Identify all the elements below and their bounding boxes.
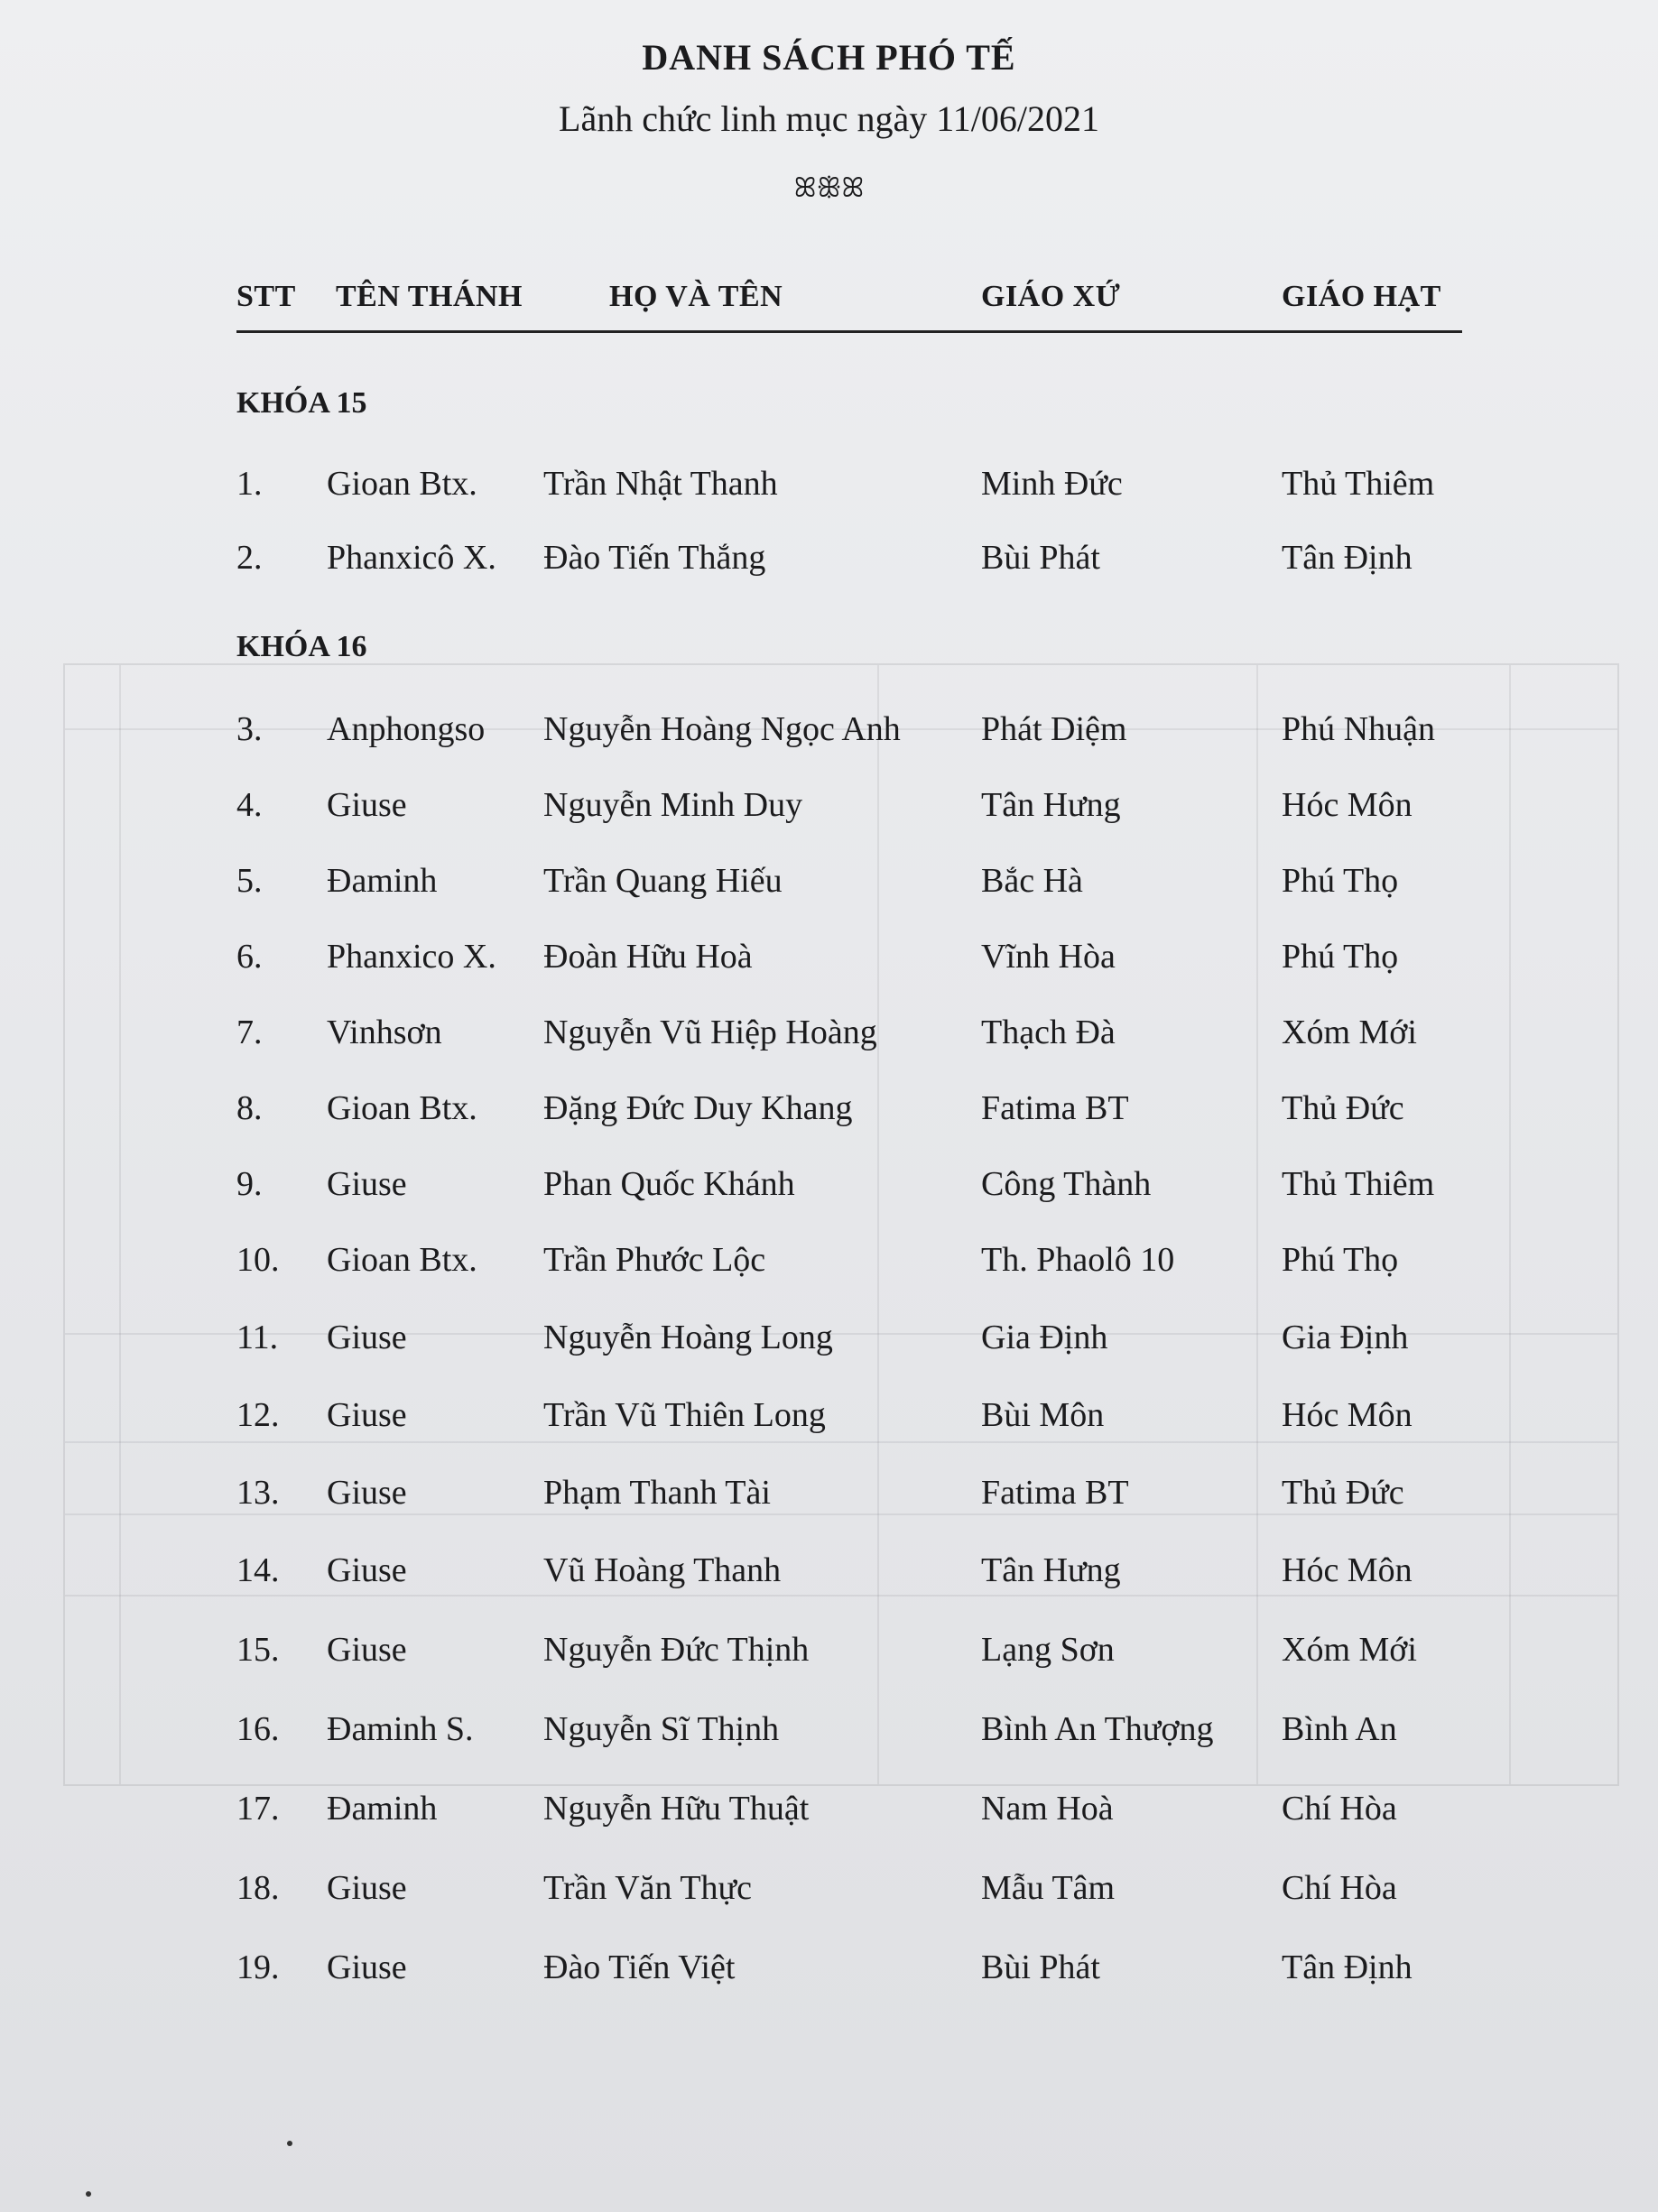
cell-stt: 8.: [236, 1089, 263, 1127]
cell-deanery: Chí Hòa: [1282, 1790, 1397, 1828]
cell-full-name: Phan Quốc Khánh: [543, 1165, 795, 1203]
cell-deanery: Hóc Môn: [1282, 1551, 1413, 1589]
cell-parish: Bùi Môn: [981, 1396, 1105, 1434]
cell-full-name: Nguyễn Minh Duy: [543, 786, 803, 824]
cell-deanery: Thủ Thiêm: [1282, 1165, 1435, 1203]
cell-stt: 19.: [236, 1948, 280, 1986]
cell-full-name: Trần Quang Hiếu: [543, 862, 783, 900]
cell-deanery: Xóm Mới: [1282, 1631, 1417, 1669]
table-row: [0, 1789, 1658, 1843]
table-row: [0, 937, 1658, 991]
cell-full-name: Nguyễn Sĩ Thịnh: [543, 1710, 780, 1748]
document-title: DANH SÁCH PHÓ TẾ: [642, 37, 1016, 78]
table-row: [0, 1868, 1658, 1922]
cell-full-name: Nguyễn Hữu Thuật: [543, 1790, 810, 1828]
table-row: [0, 538, 1658, 592]
table-row: [0, 1013, 1658, 1067]
cell-saint-name: Giuse: [327, 1396, 407, 1434]
table-row: [0, 785, 1658, 839]
cell-parish: Công Thành: [981, 1165, 1152, 1203]
cell-saint-name: Đaminh: [327, 1790, 438, 1828]
cell-parish: Tân Hưng: [981, 786, 1121, 824]
cell-stt: 16.: [236, 1710, 280, 1748]
table-row: [0, 709, 1658, 764]
cell-parish: Fatima BT: [981, 1089, 1129, 1127]
cell-saint-name: Anphongso: [327, 710, 486, 748]
cell-deanery: Phú Thọ: [1282, 1241, 1399, 1279]
cell-stt: 14.: [236, 1551, 280, 1589]
cell-full-name: Vũ Hoàng Thanh: [543, 1551, 782, 1589]
ink-speck: [287, 2141, 292, 2146]
cell-stt: 2.: [236, 539, 263, 577]
cell-stt: 18.: [236, 1869, 280, 1907]
table-row: [0, 464, 1658, 518]
cell-saint-name: Phanxico X.: [327, 938, 496, 976]
cell-deanery: Phú Thọ: [1282, 938, 1399, 976]
header-stt: STT: [236, 280, 296, 313]
document-subtitle: Lãnh chức linh mục ngày 11/06/2021: [559, 98, 1099, 139]
table-row: [0, 1088, 1658, 1143]
cell-saint-name: Phanxicô X.: [327, 539, 496, 577]
table-row: [0, 1948, 1658, 2002]
cell-deanery: Hóc Môn: [1282, 786, 1413, 824]
table-row: [0, 1318, 1658, 1372]
table-row: [0, 861, 1658, 915]
cell-full-name: Phạm Thanh Tài: [543, 1474, 771, 1512]
cell-saint-name: Gioan Btx.: [327, 1089, 477, 1127]
cell-stt: 3.: [236, 710, 263, 748]
cell-parish: Nam Hoà: [981, 1790, 1114, 1828]
cell-deanery: Thủ Đức: [1282, 1089, 1404, 1127]
header-full-name: HỌ VÀ TÊN: [609, 280, 783, 313]
cell-full-name: Đoàn Hữu Hoà: [543, 938, 753, 976]
cell-full-name: Nguyễn Hoàng Ngọc Anh: [543, 710, 901, 748]
cell-full-name: Trần Vũ Thiên Long: [543, 1396, 826, 1434]
cell-full-name: Trần Văn Thực: [543, 1869, 753, 1907]
cell-parish: Vĩnh Hòa: [981, 938, 1116, 976]
cell-deanery: Thủ Đức: [1282, 1474, 1404, 1512]
cell-deanery: Phú Nhuận: [1282, 710, 1435, 748]
cell-saint-name: Giuse: [327, 1165, 407, 1203]
cell-parish: Mẫu Tâm: [981, 1869, 1116, 1907]
cell-full-name: Nguyễn Hoàng Long: [543, 1319, 833, 1356]
cell-parish: Bắc Hà: [981, 862, 1083, 900]
cell-stt: 4.: [236, 786, 263, 824]
table-row: [0, 1630, 1658, 1684]
cell-parish: Gia Định: [981, 1319, 1108, 1356]
table-row: [0, 1473, 1658, 1527]
cell-parish: Bùi Phát: [981, 1948, 1100, 1986]
cell-stt: 6.: [236, 938, 263, 976]
table-row: [0, 1550, 1658, 1605]
cell-stt: 5.: [236, 862, 263, 900]
cell-saint-name: Giuse: [327, 1319, 407, 1356]
cell-saint-name: Đaminh S.: [327, 1710, 474, 1748]
cell-stt: 12.: [236, 1396, 280, 1434]
cell-full-name: Nguyễn Đức Thịnh: [543, 1631, 810, 1669]
cell-stt: 9.: [236, 1165, 263, 1203]
cell-parish: Lạng Sơn: [981, 1631, 1115, 1669]
cell-saint-name: Giuse: [327, 1869, 407, 1907]
cell-saint-name: Giuse: [327, 1948, 407, 1986]
cell-parish: Tân Hưng: [981, 1551, 1121, 1589]
table-row: [0, 1709, 1658, 1763]
section-label: KHÓA 16: [236, 630, 367, 663]
cell-stt: 13.: [236, 1474, 280, 1512]
cell-saint-name: Giuse: [327, 786, 407, 824]
ornament-divider: ꕤꕥꕤ: [793, 173, 865, 203]
cell-saint-name: Gioan Btx.: [327, 465, 477, 503]
cell-parish: Th. Phaolô 10: [981, 1241, 1175, 1279]
table-row: [0, 1395, 1658, 1449]
cell-parish: Bình An Thượng: [981, 1710, 1214, 1748]
cell-parish: Minh Đức: [981, 465, 1123, 503]
cell-saint-name: Giuse: [327, 1474, 407, 1512]
cell-deanery: Hóc Môn: [1282, 1396, 1413, 1434]
cell-parish: Fatima BT: [981, 1474, 1129, 1512]
header-parish: GIÁO XỨ: [981, 280, 1121, 313]
cell-full-name: Trần Nhật Thanh: [543, 465, 778, 503]
cell-deanery: Bình An: [1282, 1710, 1397, 1748]
cell-stt: 11.: [236, 1319, 279, 1356]
cell-saint-name: Đaminh: [327, 862, 438, 900]
cell-parish: Bùi Phát: [981, 539, 1100, 577]
table-row: [0, 1240, 1658, 1294]
cell-deanery: Thủ Thiêm: [1282, 465, 1435, 503]
cell-stt: 17.: [236, 1790, 280, 1828]
cell-deanery: Xóm Mới: [1282, 1013, 1417, 1051]
cell-deanery: Chí Hòa: [1282, 1869, 1397, 1907]
cell-deanery: Tân Định: [1282, 1948, 1413, 1986]
cell-deanery: Gia Định: [1282, 1319, 1409, 1356]
cell-deanery: Tân Định: [1282, 539, 1413, 577]
cell-full-name: Đào Tiến Thắng: [543, 539, 766, 577]
cell-parish: Thạch Đà: [981, 1013, 1116, 1051]
cell-stt: 15.: [236, 1631, 280, 1669]
section-label: KHÓA 15: [236, 386, 367, 420]
header-deanery: GIÁO HẠT: [1282, 280, 1441, 313]
cell-stt: 7.: [236, 1013, 263, 1051]
cell-saint-name: Gioan Btx.: [327, 1241, 477, 1279]
cell-full-name: Nguyễn Vũ Hiệp Hoàng: [543, 1013, 877, 1051]
cell-full-name: Trần Phước Lộc: [543, 1241, 766, 1279]
cell-parish: Phát Diệm: [981, 710, 1127, 748]
cell-stt: 10.: [236, 1241, 280, 1279]
header-saint-name: TÊN THÁNH: [336, 280, 523, 313]
cell-full-name: Đào Tiến Việt: [543, 1948, 736, 1986]
table-row: [0, 1164, 1658, 1218]
cell-saint-name: Giuse: [327, 1631, 407, 1669]
cell-deanery: Phú Thọ: [1282, 862, 1399, 900]
cell-saint-name: Vinhsơn: [327, 1013, 442, 1051]
cell-full-name: Đặng Đức Duy Khang: [543, 1089, 853, 1127]
cell-stt: 1.: [236, 465, 263, 503]
header-rule: [236, 330, 1462, 333]
cell-saint-name: Giuse: [327, 1551, 407, 1589]
ink-speck: [86, 2191, 91, 2197]
